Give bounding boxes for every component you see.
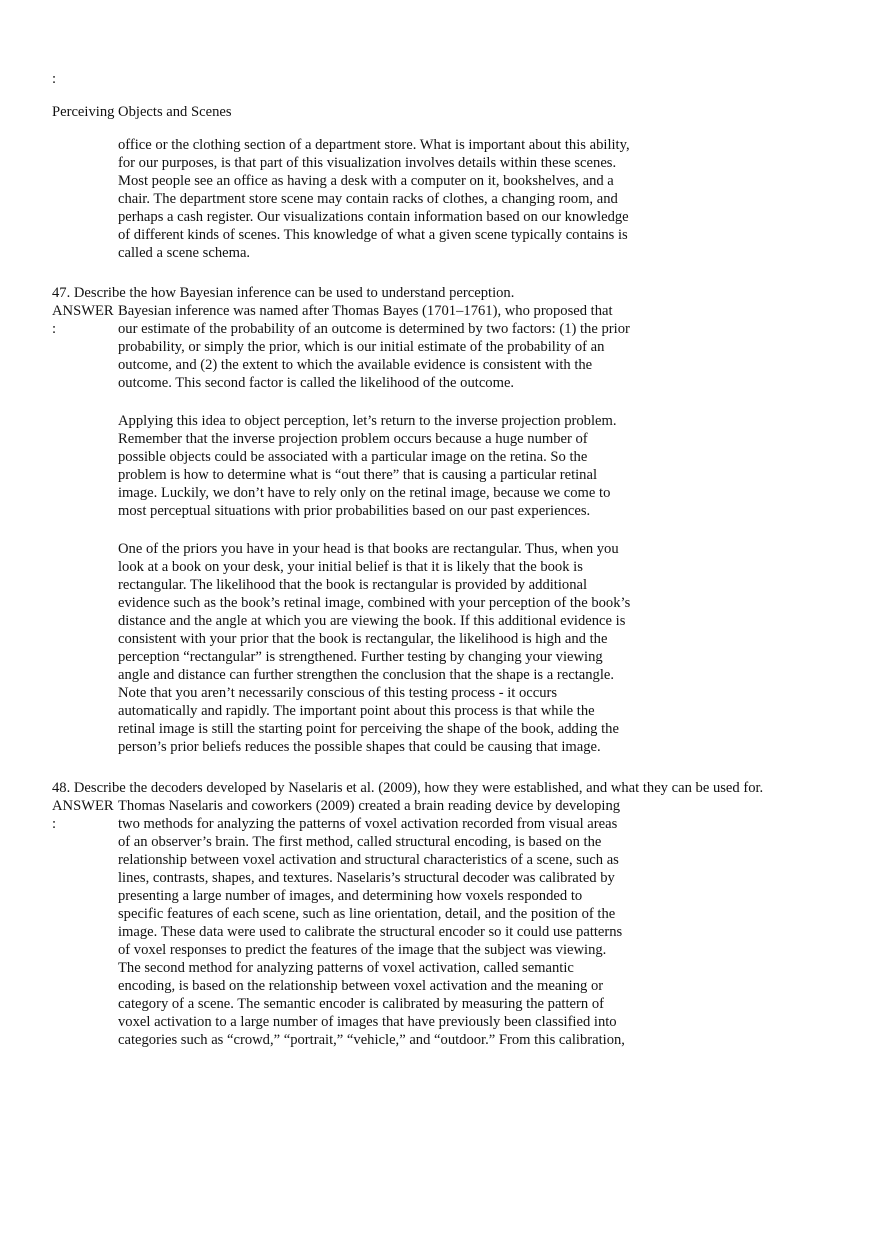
text-line: retinal image is still the starting point for perceiving the shape of the book, adding the bbox=[118, 721, 619, 737]
text-line: look at a book on your desk, your initial belief is that it is likely that the book is bbox=[118, 559, 583, 575]
text-line: problem is how to determine what is “out there” that is causing a particular retinal bbox=[118, 467, 598, 483]
text-line: called a scene schema. bbox=[118, 245, 251, 261]
text-line: outcome. This second factor is called the likelihood of the outcome. bbox=[118, 375, 515, 391]
header-colon: : bbox=[52, 71, 57, 87]
text-line: most perceptual situations with prior probabilities based on our past experiences. bbox=[118, 503, 591, 519]
text-line: possible objects could be associated with a particular image on the retina. So the bbox=[118, 449, 588, 465]
text-line: automatically and rapidly. The important point about this process is that while the bbox=[118, 703, 595, 719]
text-line: category of a scene. The semantic encoder is calibrated by measuring the pattern of bbox=[118, 996, 604, 1012]
answer-label: ANSWER bbox=[52, 798, 114, 814]
text-line: Note that you aren’t necessarily conscious of this testing process - it occurs bbox=[118, 685, 558, 701]
text-line: consistent with your prior that the book is rectangular, the likelihood is high and the bbox=[118, 631, 608, 647]
text-line: our estimate of the probability of an outcome is determined by two factors: (1) the prior bbox=[118, 321, 630, 337]
text-line: Most people see an office as having a desk with a computer on it, bookshelves, and a bbox=[118, 173, 614, 189]
text-line: One of the priors you have in your head is that books are rectangular. Thus, when you bbox=[118, 541, 619, 557]
text-line: evidence such as the book’s retinal image, combined with your perception of the book’s bbox=[118, 595, 631, 611]
answer-colon: : bbox=[52, 816, 57, 832]
text-line: Thomas Naselaris and coworkers (2009) created a brain reading device by developing bbox=[118, 798, 621, 814]
text-line: office or the clothing section of a department store. What is important about this ability, bbox=[118, 137, 630, 153]
text-line: voxel activation to a large number of images that have previously been classified into bbox=[118, 1014, 617, 1030]
question-text: 47. Describe the how Bayesian inference can be used to understand perception. bbox=[52, 285, 515, 301]
text-line: two methods for analyzing the patterns of voxel activation recorded from visual areas bbox=[118, 816, 618, 832]
text-line: Bayesian inference was named after Thomas Bayes (1701–1761), who proposed that bbox=[118, 303, 613, 319]
text-line: rectangular. The likelihood that the book is rectangular is provided by additional bbox=[118, 577, 588, 593]
answer-label: ANSWER bbox=[52, 303, 114, 319]
section-title: Perceiving Objects and Scenes bbox=[52, 104, 232, 120]
text-line: Applying this idea to object perception, let’s return to the inverse projection problem. bbox=[118, 413, 617, 429]
text-line: specific features of each scene, such as line orientation, detail, and the position of the bbox=[118, 906, 616, 922]
text-line: encoding, is based on the relationship between voxel activation and the meaning or bbox=[118, 978, 604, 994]
text-line: for our purposes, is that part of this visualization involves details within these scenes. bbox=[118, 155, 617, 171]
text-line: categories such as “crowd,” “portrait,” “vehicle,” and “outdoor.” From this calibration, bbox=[118, 1032, 625, 1048]
text-line: image. These data were used to calibrate the structural encoder so it could use patterns bbox=[118, 924, 623, 940]
text-line: image. Luckily, we don’t have to rely only on the retinal image, because we come to bbox=[118, 485, 611, 501]
text-line: of an observer’s brain. The first method, called structural encoding, is based on the bbox=[118, 834, 602, 850]
text-line: outcome, and (2) the extent to which the available evidence is consistent with the bbox=[118, 357, 593, 373]
question-text: 48. Describe the decoders developed by Naselaris et al. (2009), how they were established, and what they can be used for. bbox=[52, 780, 764, 796]
text-line: lines, contrasts, shapes, and textures. Naselaris’s structural decoder was calibrated by bbox=[118, 870, 615, 886]
text-line: probability, or simply the prior, which is our initial estimate of the probability of an bbox=[118, 339, 605, 355]
text-line: of different kinds of scenes. This knowledge of what a given scene typically contains is bbox=[118, 227, 628, 243]
text-line: perhaps a cash register. Our visualizations contain information based on our knowledge bbox=[118, 209, 629, 225]
text-line: distance and the angle at which you are viewing the book. If this additional evidence is bbox=[118, 613, 626, 629]
text-line: perception “rectangular” is strengthened. Further testing by changing your viewing bbox=[118, 649, 603, 665]
text-line: relationship between voxel activation and structural characteristics of a scene, such as bbox=[118, 852, 619, 868]
text-line: person’s prior beliefs reduces the possible shapes that could be causing that image. bbox=[118, 739, 601, 755]
answer-colon: : bbox=[52, 321, 57, 337]
text-line: angle and distance can further strengthen the conclusion that the shape is a rectangle. bbox=[118, 667, 614, 683]
text-line: The second method for analyzing patterns of voxel activation, called semantic bbox=[118, 960, 574, 976]
text-line: presenting a large number of images, and determining how voxels responded to bbox=[118, 888, 583, 904]
text-line: Remember that the inverse projection problem occurs because a huge number of bbox=[118, 431, 588, 447]
text-line: chair. The department store scene may contain racks of clothes, a changing room, and bbox=[118, 191, 618, 207]
text-line: of voxel responses to predict the features of the image that the subject was viewing. bbox=[118, 942, 607, 958]
